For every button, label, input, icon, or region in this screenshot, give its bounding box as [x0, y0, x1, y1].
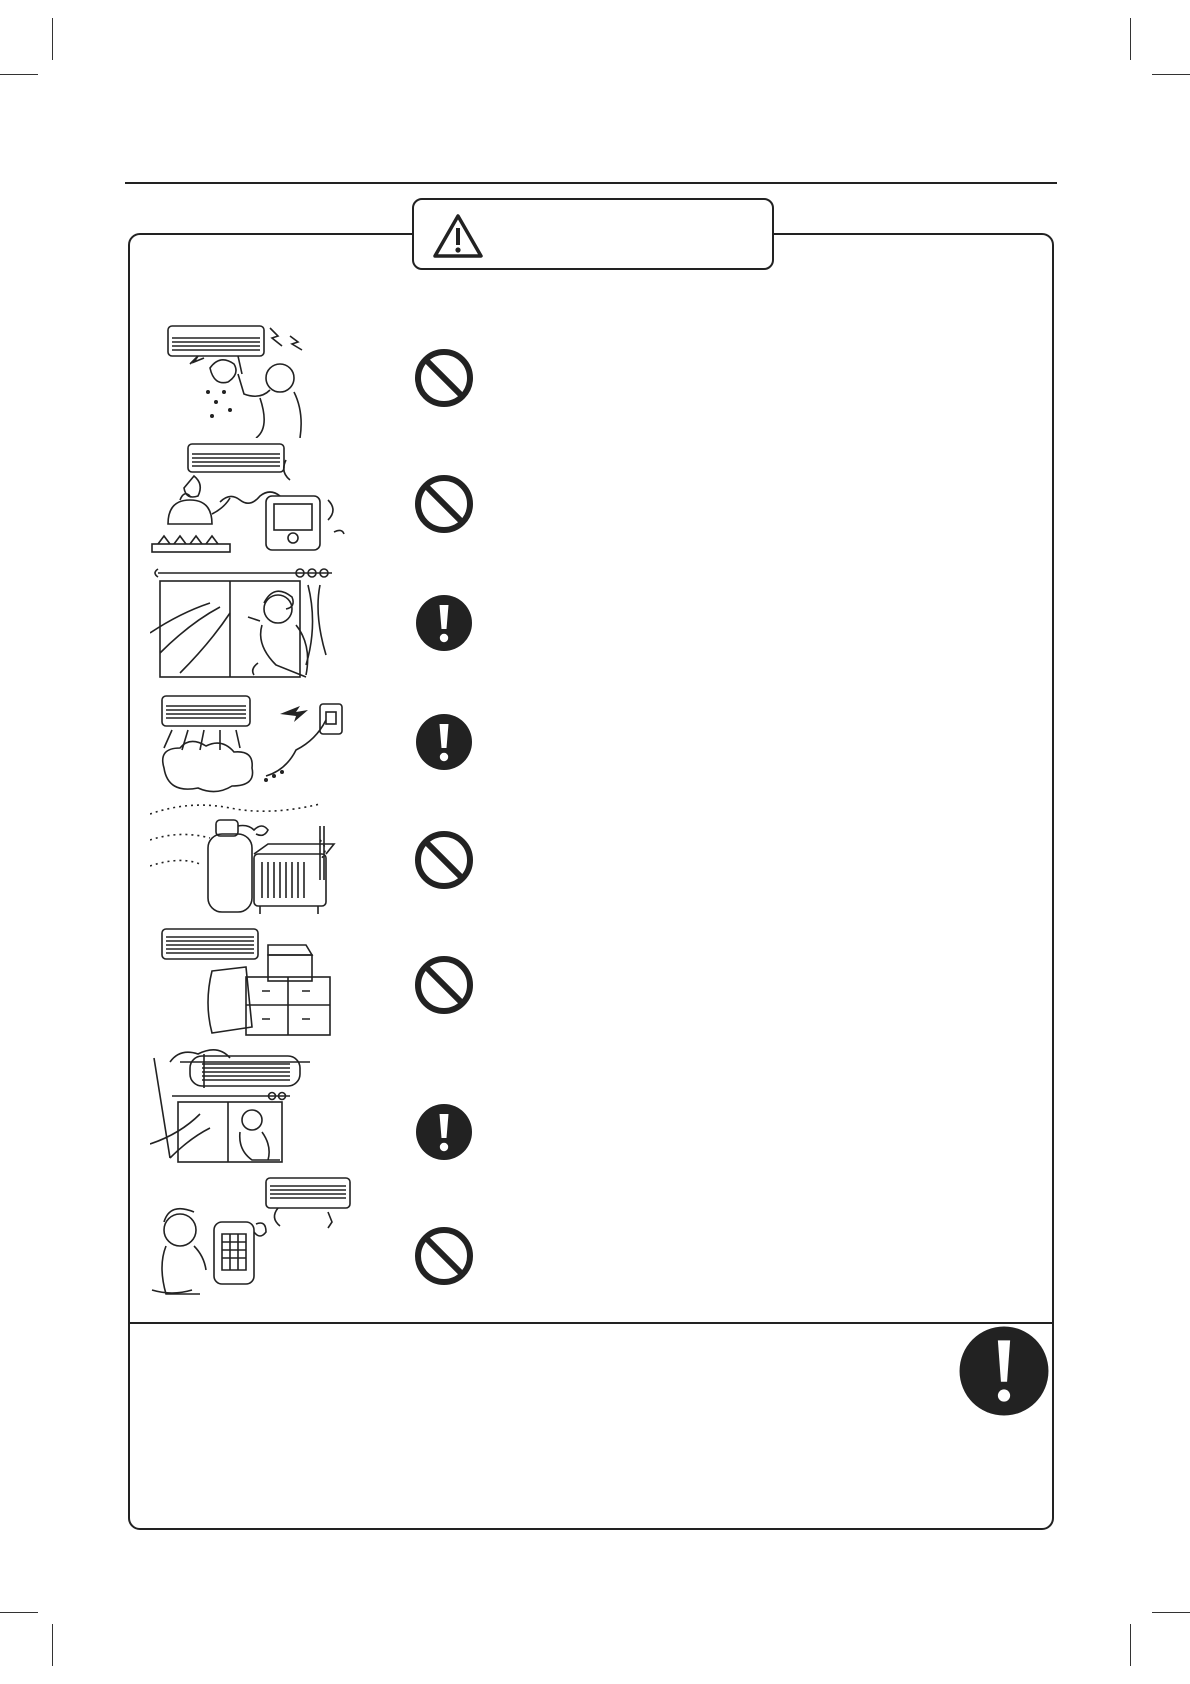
list-item: [150, 318, 1030, 438]
list-item: [150, 800, 1030, 920]
crop-mark: [1130, 18, 1131, 60]
crop-mark: [1152, 1612, 1190, 1613]
list-item: [150, 563, 1030, 683]
crop-mark: [52, 1624, 53, 1666]
steam-near-unit-icon: [150, 440, 360, 565]
prohibition-icon: [414, 830, 474, 890]
list-item: [150, 440, 1030, 565]
crop-mark: [52, 18, 53, 60]
list-item: [150, 925, 1030, 1040]
header-rule: [125, 182, 1057, 184]
warning-triangle-icon: [432, 213, 484, 259]
prohibition-icon: [414, 348, 474, 408]
obstructed-airflow-icon: [150, 925, 360, 1040]
sunlight-curtain-icon: [150, 1040, 360, 1170]
mandatory-icon: [414, 593, 474, 653]
direct-airflow-person-icon: [150, 1172, 360, 1297]
prohibition-icon: [414, 955, 474, 1015]
list-item: [150, 1040, 1030, 1170]
mandatory-icon: [414, 712, 474, 772]
crop-mark: [1130, 1624, 1131, 1666]
warning-title-tab: [412, 198, 774, 270]
list-item: [150, 690, 1030, 800]
mandatory-icon: [414, 1102, 474, 1162]
wet-hands-unit-icon: [150, 318, 360, 438]
crop-mark: [0, 74, 38, 75]
gas-cylinder-outdoor-unit-icon: [150, 800, 360, 920]
prohibition-icon: [414, 474, 474, 534]
ventilate-window-icon: [150, 563, 360, 683]
unplug-unit-icon: [150, 690, 360, 800]
prohibition-icon: [414, 1226, 474, 1286]
list-item: [150, 1172, 1030, 1297]
mandatory-icon: [958, 1325, 1050, 1417]
crop-mark: [1152, 74, 1190, 75]
panel-divider: [130, 1322, 1052, 1324]
crop-mark: [0, 1612, 38, 1613]
